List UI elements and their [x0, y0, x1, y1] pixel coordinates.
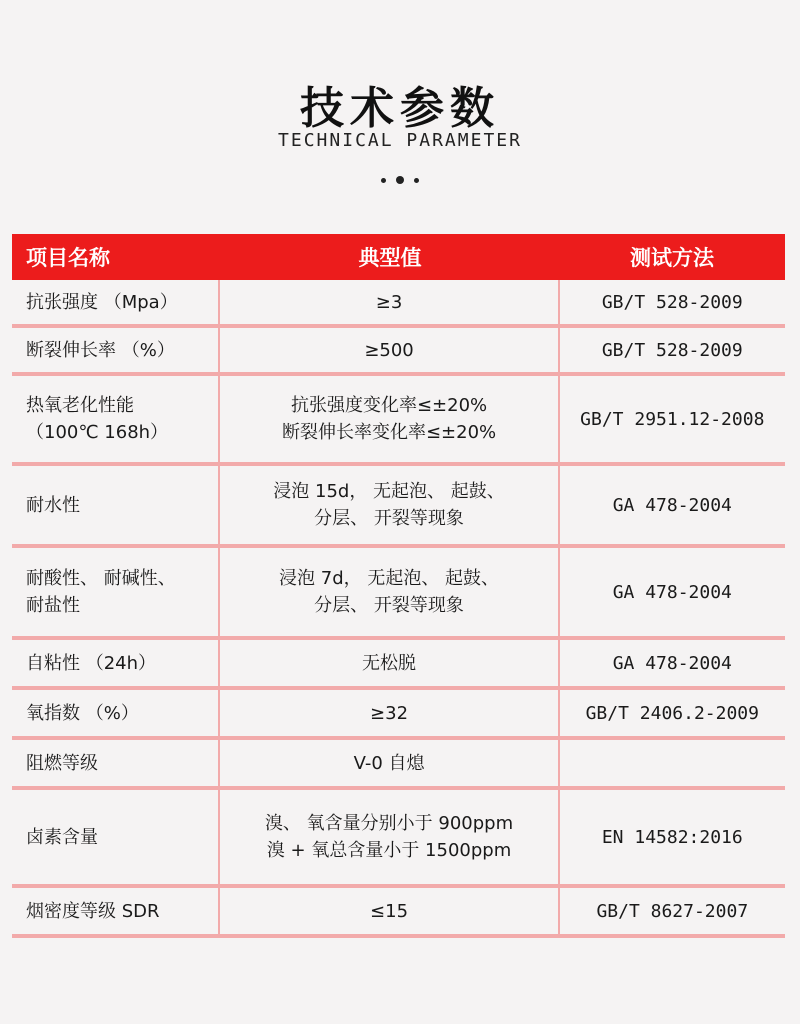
page-subtitle: TECHNICAL PARAMETER [278, 130, 522, 151]
cell-name-line: 热氧老化性能 [26, 395, 134, 416]
cell-value-line: ≥500 [364, 339, 414, 361]
cell-method: GB/T 2951.12-2008 [580, 408, 765, 430]
cell-name-line: 自粘性 （24h） [26, 652, 157, 674]
cell-value-line: 断裂伸长率变化率≤±20% [281, 422, 497, 443]
cell-value [220, 790, 559, 884]
cell-method: GA 478-2004 [612, 652, 732, 674]
cell-name [12, 888, 220, 934]
cell-value-line: ≥32 [370, 702, 409, 724]
table-row [12, 548, 785, 640]
cell-name [12, 640, 220, 686]
table-row [12, 376, 785, 466]
cell-name-line: 耐酸性、 耐碱性、 [26, 568, 176, 589]
cell-value [220, 548, 559, 636]
cell-value [220, 280, 559, 324]
cell-name [12, 328, 220, 372]
cell-name-line: 氧指数 （%） [26, 702, 139, 724]
cell-value [220, 740, 559, 786]
cell-value-line: 浸泡 15d， 无起泡、 起鼓、 [273, 481, 505, 502]
cell-name-line: 耐水性 [26, 494, 80, 516]
table-row [12, 690, 785, 740]
parameter-table [12, 234, 785, 938]
cell-value [220, 690, 559, 736]
cell-method: GB/T 528-2009 [601, 339, 743, 361]
cell-value-line: 抗张强度变化率≤±20% [290, 395, 488, 416]
cell-value-line: V-0 自熄 [353, 752, 425, 774]
cell-value [220, 466, 559, 544]
header-value: 典型值 [358, 246, 422, 270]
cell-name-line: 阻燃等级 [26, 752, 98, 774]
cell-name-line: 抗张强度 （Mpa） [26, 291, 178, 313]
cell-name [12, 790, 220, 884]
cell-value-line: 溴、 氧含量分别小于 900ppm [264, 813, 514, 834]
table-header [12, 234, 785, 280]
cell-value-line: 分层、 开裂等现象 [314, 508, 464, 529]
table-row [12, 640, 785, 690]
cell-method: GB/T 8627-2007 [596, 900, 749, 922]
cell-value-line: ≤15 [370, 900, 409, 922]
cell-method [560, 740, 785, 786]
cell-value [220, 376, 559, 462]
table-row [12, 740, 785, 790]
cell-value [220, 888, 559, 934]
cell-value [220, 328, 559, 372]
cell-value-line: ≥3 [375, 291, 403, 313]
cell-method: GA 478-2004 [612, 581, 732, 603]
cell-name [12, 376, 220, 462]
cell-name [12, 280, 220, 324]
decorative-dots [0, 176, 800, 184]
dot-icon [396, 176, 404, 184]
header-name: 项目名称 [26, 246, 110, 270]
cell-name-line: 烟密度等级 SDR [26, 900, 160, 922]
cell-value-line: 溴 + 氧总含量小于 1500ppm [266, 840, 512, 861]
cell-value-line: 分层、 开裂等现象 [314, 595, 464, 616]
cell-method: GB/T 2406.2-2009 [585, 702, 759, 724]
cell-value-line: 浸泡 7d， 无起泡、 起鼓、 [279, 568, 500, 589]
table-row [12, 790, 785, 888]
cell-name-line: 耐盐性 [26, 595, 80, 616]
cell-name-line: 断裂伸长率 （%） [26, 339, 175, 361]
table-row [12, 280, 785, 328]
cell-method: GB/T 528-2009 [601, 291, 743, 313]
dot-icon [414, 178, 419, 183]
cell-value [220, 640, 559, 686]
page-title: 技术参数 [300, 83, 500, 134]
cell-name [12, 466, 220, 544]
table-row [12, 888, 785, 938]
cell-name [12, 690, 220, 736]
cell-method: GA 478-2004 [612, 494, 732, 516]
table-row [12, 328, 785, 376]
table-row [12, 466, 785, 548]
cell-value-line: 无松脱 [362, 652, 417, 674]
cell-name [12, 548, 220, 636]
cell-name [12, 740, 220, 786]
cell-name-line: （100℃ 168h） [26, 422, 169, 443]
header-method: 测试方法 [630, 246, 714, 270]
cell-method: EN 14582:2016 [601, 826, 743, 848]
dot-icon [381, 178, 386, 183]
cell-name-line: 卤素含量 [26, 826, 98, 848]
table-body [12, 280, 785, 938]
